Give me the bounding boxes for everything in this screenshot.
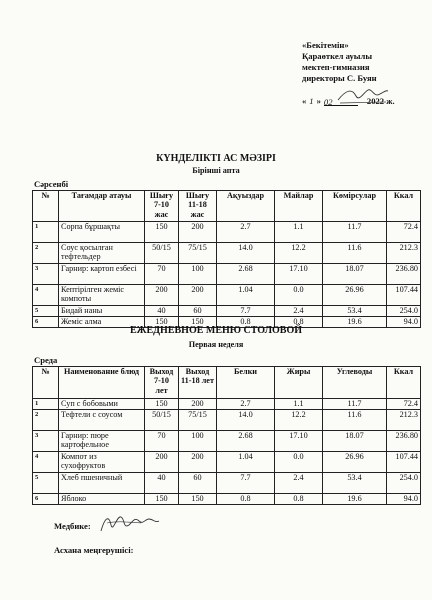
- kcal-value: 94.0: [387, 494, 421, 505]
- kcal-value: 254.0: [387, 473, 421, 494]
- dish-name: Тефтели с соусом: [59, 410, 145, 431]
- portion-11-18: 200: [179, 399, 217, 410]
- portion-7-10: 70: [145, 264, 179, 285]
- row-number: 3: [33, 264, 59, 285]
- kz-header-kcal: Ккал: [387, 191, 421, 222]
- kcal-value: 72.4: [387, 222, 421, 243]
- kz-header-fat: Майлар: [275, 191, 323, 222]
- portion-11-18: 75/15: [179, 410, 217, 431]
- protein-value: 2.68: [217, 264, 275, 285]
- ru-header-row: [33, 367, 421, 399]
- row-number: 6: [33, 317, 59, 328]
- portion-11-18: 150: [179, 317, 217, 328]
- dish-name: Сорпа бұршақты: [59, 222, 145, 243]
- portion-11-18: 100: [179, 431, 217, 452]
- portion-11-18: 150: [179, 494, 217, 505]
- portion-7-10: 150: [145, 317, 179, 328]
- protein-value: 2.7: [217, 399, 275, 410]
- ru-header-name: Наименование блюд: [59, 367, 145, 399]
- carbs-value: 11.6: [323, 243, 387, 264]
- row-number: 4: [33, 285, 59, 306]
- carbs-value: 18.07: [323, 431, 387, 452]
- protein-value: 2.68: [217, 431, 275, 452]
- canteen-head-label: Асхана меңгерушісі:: [54, 545, 134, 555]
- carbs-value: 19.6: [323, 494, 387, 505]
- carbs-value: 53.4: [323, 473, 387, 494]
- fat-value: 0.8: [275, 317, 323, 328]
- fat-value: 0.8: [275, 494, 323, 505]
- kz-day: Сәрсенбі: [34, 179, 69, 189]
- kcal-value: 94.0: [387, 317, 421, 328]
- table-row: [33, 431, 421, 452]
- portion-7-10: 150: [145, 399, 179, 410]
- date-month: 02: [323, 97, 333, 107]
- fat-value: 1.1: [275, 222, 323, 243]
- table-row: [33, 222, 421, 243]
- dish-name: Гарнир: картоп езбесі: [59, 264, 145, 285]
- carbs-value: 18.07: [323, 264, 387, 285]
- kz-header-row: [33, 191, 421, 222]
- date-close-quote: »: [316, 96, 321, 106]
- row-number: 1: [33, 222, 59, 243]
- ru-table-body: [33, 399, 421, 505]
- fat-value: 1.1: [275, 399, 323, 410]
- portion-11-18: 200: [179, 222, 217, 243]
- protein-value: 1.04: [217, 285, 275, 306]
- fat-value: 0.0: [275, 452, 323, 473]
- kcal-value: 236.80: [387, 431, 421, 452]
- table-row: [33, 306, 421, 317]
- kcal-value: 212.3: [387, 410, 421, 431]
- dish-name: Кептірілген жеміс компоты: [59, 285, 145, 306]
- portion-7-10: 50/15: [145, 410, 179, 431]
- row-number: 4: [33, 452, 59, 473]
- dish-name: Жеміс алма: [59, 317, 145, 328]
- carbs-value: 53.4: [323, 306, 387, 317]
- portion-7-10: 40: [145, 306, 179, 317]
- kcal-value: 254.0: [387, 306, 421, 317]
- row-number: 1: [33, 399, 59, 410]
- portion-7-10: 150: [145, 222, 179, 243]
- portion-7-10: 70: [145, 431, 179, 452]
- approval-director: директоры С. Буян: [302, 73, 377, 83]
- dish-name: Бидай наны: [59, 306, 145, 317]
- protein-value: 0.8: [217, 317, 275, 328]
- table-row: [33, 264, 421, 285]
- kcal-value: 107.44: [387, 452, 421, 473]
- portion-7-10: 40: [145, 473, 179, 494]
- kz-header-name: Тағамдар атауы: [59, 191, 145, 222]
- nurse-signature: [97, 511, 161, 537]
- approval-heading: «Бекітемін»: [302, 40, 349, 50]
- date-open-quote: «: [302, 96, 307, 106]
- table-row: [33, 399, 421, 410]
- ru-menu-table: [32, 366, 421, 505]
- carbs-value: 11.6: [323, 410, 387, 431]
- table-row: [33, 410, 421, 431]
- dish-name: Гарнир: пюре картофельное: [59, 431, 145, 452]
- carbs-value: 11.7: [323, 222, 387, 243]
- table-row: [33, 285, 421, 306]
- row-number: 6: [33, 494, 59, 505]
- director-signature: [336, 84, 390, 106]
- ru-header-protein: Белки: [217, 367, 275, 399]
- ru-header-kcal: Ккал: [387, 367, 421, 399]
- kz-header-num: №: [33, 191, 59, 222]
- portion-11-18: 75/15: [179, 243, 217, 264]
- portion-7-10: 200: [145, 285, 179, 306]
- fat-value: 2.4: [275, 306, 323, 317]
- carbs-value: 26.96: [323, 285, 387, 306]
- dish-name: Суп с бобовыми: [59, 399, 145, 410]
- portion-7-10: 200: [145, 452, 179, 473]
- kcal-value: 212.3: [387, 243, 421, 264]
- kz-header-carbs: Көмірсулар: [323, 191, 387, 222]
- table-row: [33, 452, 421, 473]
- dish-name: Компот из сухофруктов: [59, 452, 145, 473]
- kz-table-body: [33, 222, 421, 328]
- dish-name: Соус қосылған тефтельдер: [59, 243, 145, 264]
- kz-header-out-11-18: Шығу 11-18 жас: [179, 191, 217, 222]
- fat-value: 17.10: [275, 264, 323, 285]
- ru-day: Среда: [34, 355, 58, 365]
- kz-header-out-7-10: Шығу 7-10 жас: [145, 191, 179, 222]
- carbs-value: 26.96: [323, 452, 387, 473]
- portion-11-18: 60: [179, 473, 217, 494]
- ru-header-out-7-10: Выход 7-10 лет: [145, 367, 179, 399]
- dish-name: Хлеб пшеничный: [59, 473, 145, 494]
- kz-menu-table: [32, 190, 421, 328]
- kcal-value: 236.80: [387, 264, 421, 285]
- portion-7-10: 50/15: [145, 243, 179, 264]
- table-row: [33, 494, 421, 505]
- portion-11-18: 60: [179, 306, 217, 317]
- kz-title: КҮНДЕЛІКТІ АС МӘЗІРІ: [156, 153, 276, 164]
- approval-village: Қараөткел ауылы: [302, 51, 373, 61]
- kcal-value: 107.44: [387, 285, 421, 306]
- kz-header-protein: Ақуыздар: [217, 191, 275, 222]
- protein-value: 7.7: [217, 306, 275, 317]
- ru-header-out-11-18: Выход 11-18 лет: [179, 367, 217, 399]
- row-number: 5: [33, 306, 59, 317]
- fat-value: 12.2: [275, 243, 323, 264]
- protein-value: 14.0: [217, 243, 275, 264]
- protein-value: 1.04: [217, 452, 275, 473]
- ru-week: Первая неделя: [188, 340, 244, 349]
- fat-value: 2.4: [275, 473, 323, 494]
- row-number: 2: [33, 243, 59, 264]
- date-year: 2022 ж.: [366, 96, 395, 106]
- fat-value: 12.2: [275, 410, 323, 431]
- kz-week: Бірінші апта: [192, 166, 240, 175]
- ru-header-fat: Жиры: [275, 367, 323, 399]
- table-row: [33, 243, 421, 264]
- protein-value: 7.7: [217, 473, 275, 494]
- carbs-value: 19.6: [323, 317, 387, 328]
- row-number: 2: [33, 410, 59, 431]
- portion-11-18: 200: [179, 452, 217, 473]
- protein-value: 14.0: [217, 410, 275, 431]
- protein-value: 0.8: [217, 494, 275, 505]
- fat-value: 0.0: [275, 285, 323, 306]
- ru-header-num: №: [33, 367, 59, 399]
- table-row: [33, 473, 421, 494]
- row-number: 5: [33, 473, 59, 494]
- approval-school: мектеп-гимназия: [302, 62, 370, 72]
- dish-name: Яблоко: [59, 494, 145, 505]
- fat-value: 17.10: [275, 431, 323, 452]
- date-day: 1: [309, 96, 314, 106]
- portion-11-18: 100: [179, 264, 217, 285]
- portion-7-10: 150: [145, 494, 179, 505]
- protein-value: 2.7: [217, 222, 275, 243]
- nurse-label: Медбике:: [54, 521, 91, 531]
- carbs-value: 11.7: [323, 399, 387, 410]
- ru-title: ЕЖЕДНЕВНОЕ МЕНЮ СТОЛОВОЙ: [129, 325, 303, 336]
- ru-header-carbs: Углеводы: [323, 367, 387, 399]
- kcal-value: 72.4: [387, 399, 421, 410]
- portion-11-18: 200: [179, 285, 217, 306]
- row-number: 3: [33, 431, 59, 452]
